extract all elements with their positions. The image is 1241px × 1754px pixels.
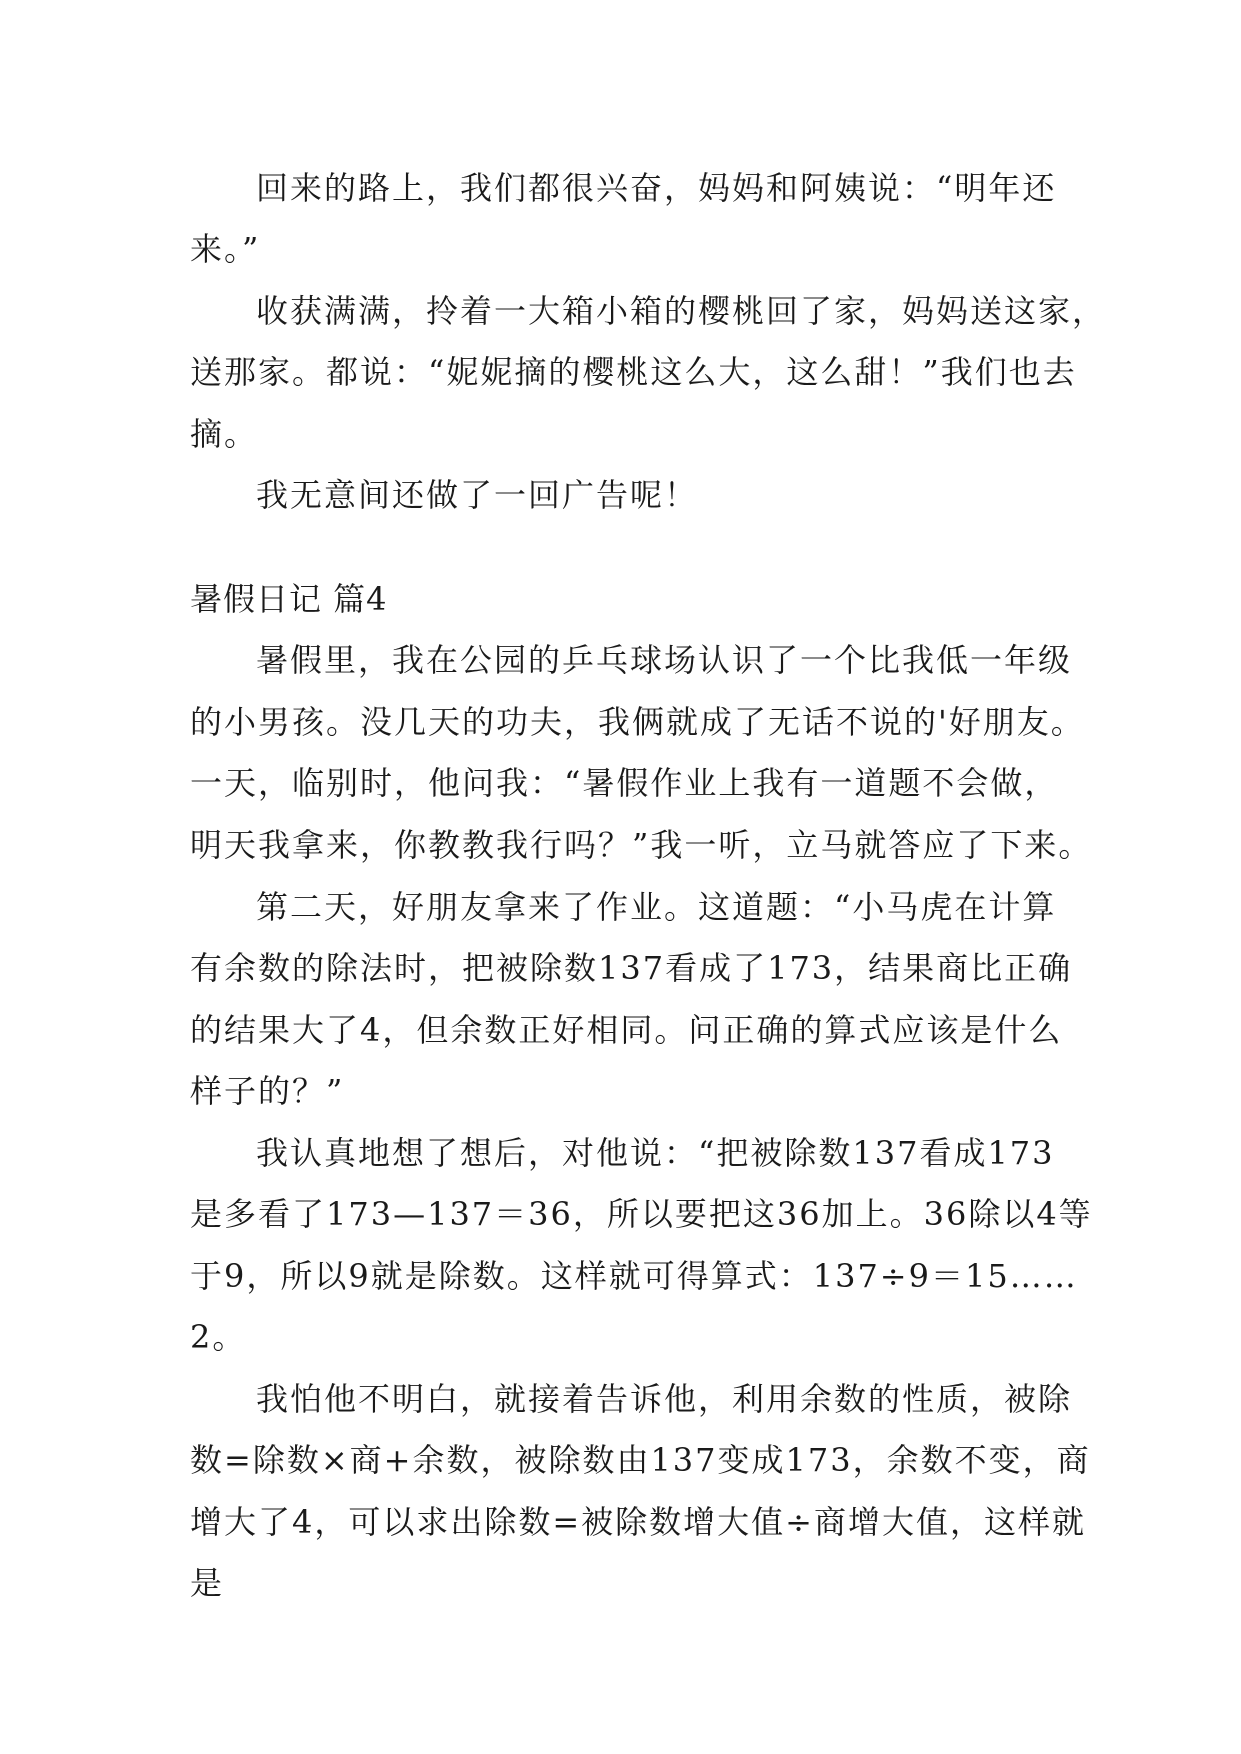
paragraph-line: 摘。 — [190, 415, 259, 453]
paragraph-line: 于9，所以9就是除数。这样就可得算式：137÷9＝15…… — [190, 1257, 1078, 1295]
paragraph-line: 我无意间还做了一回广告呢！ — [256, 476, 699, 514]
paragraph-line: 的小男孩。没几天的功夫，我俩就成了无话不说的'好朋友。 — [190, 703, 1085, 741]
paragraph-line: 有余数的除法时，把被除数137看成了173，结果商比正确 — [190, 949, 1073, 987]
paragraph-line: 收获满满，拎着一大箱小箱的樱桃回了家，妈妈送这家， — [256, 292, 1107, 330]
paragraph-line: 第二天，好朋友拿来了作业。这道题：“小马虎在计算 — [256, 888, 1057, 926]
paragraph-line: 的结果大了4，但余数正好相同。问正确的算式应该是什么 — [190, 1011, 1063, 1049]
paragraph-line: 是多看了173—137＝36，所以要把这36加上。36除以4等 — [190, 1195, 1093, 1233]
paragraph-line: 回来的路上，我们都很兴奋，妈妈和阿姨说：“明年还 — [256, 169, 1057, 207]
paragraph-line: 是 — [190, 1564, 225, 1602]
paragraph-line: 样子的？” — [190, 1072, 345, 1110]
paragraph-line: 明天我拿来，你教教我行吗？”我一听，立马就答应了下来。 — [190, 826, 1093, 864]
paragraph-line: 送那家。都说：“妮妮摘的樱桃这么大，这么甜！”我们也去 — [190, 353, 1077, 391]
paragraph-line: 我怕他不明白，就接着告诉他，利用余数的性质，被除 — [256, 1380, 1073, 1418]
paragraph-line: 一天，临别时，他问我：“暑假作业上我有一道题不会做， — [190, 764, 1059, 802]
paragraph-line: 暑假里，我在公园的乒乓球场认识了一个比我低一年级 — [256, 641, 1073, 679]
section-title: 暑假日记 篇4 — [190, 580, 388, 618]
paragraph-line: 2。 — [190, 1318, 247, 1356]
paragraph-line: 来。” — [190, 230, 261, 268]
paragraph-line: 增大了4，可以求出除数=被除数增大值÷商增大值，这样就 — [190, 1503, 1086, 1541]
paragraph-line: 我认真地想了想后，对他说：“把被除数137看成173 — [256, 1134, 1055, 1172]
paragraph-line: 数=除数×商+余数，被除数由137变成173，余数不变，商 — [190, 1441, 1091, 1479]
